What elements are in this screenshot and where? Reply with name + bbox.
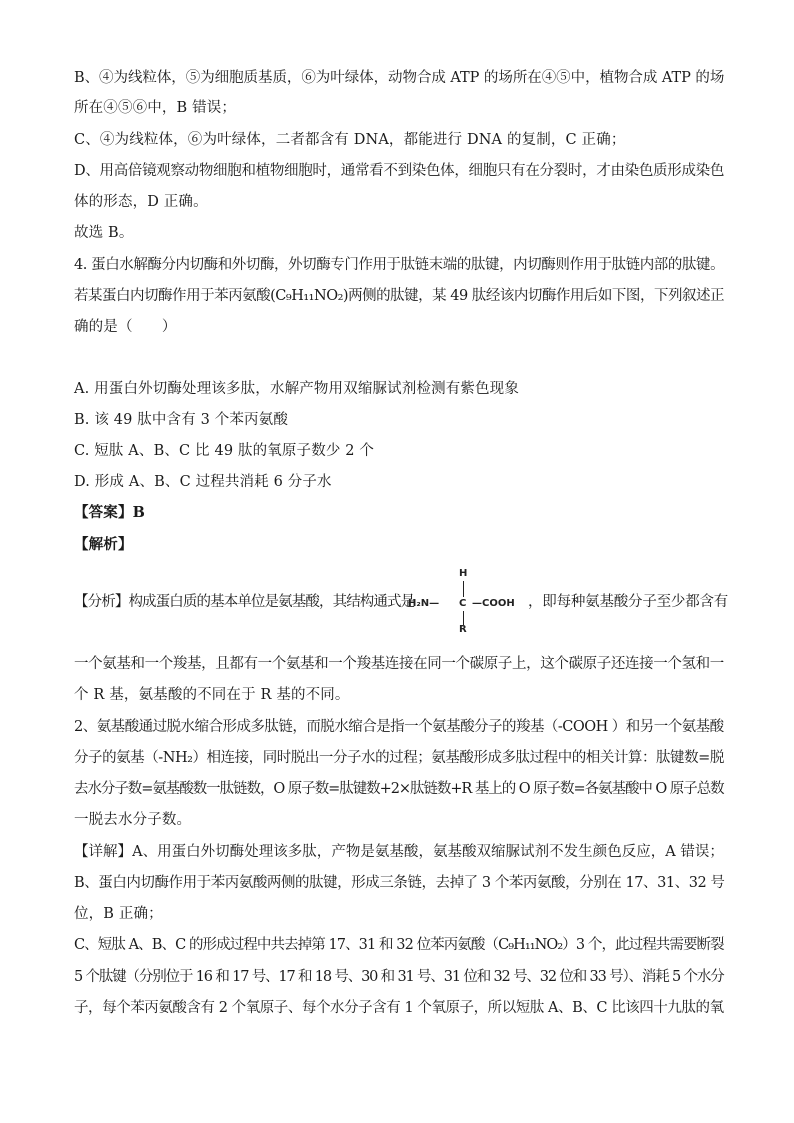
answer-label: 【答案】B: [74, 504, 146, 521]
text-line-option-d-explanation: D、用高倍镜观察动物细胞和植物细胞时，通常看不到染色体，细胞只有在分裂时，才由染色质形成染色: [74, 163, 725, 179]
text-line-answer-choice: 故选 B。: [74, 225, 134, 241]
text-line: 个 R 基，氨基酸的不同在于 R 基的不同。: [74, 687, 350, 703]
text-line: 分子的氨基（-NH₂）相连接，同时脱出一分子水的过程；氨基酸形成多肽过程中的相关计算：肽键数=脱: [74, 750, 724, 766]
text-line: 位，B 正确；: [74, 906, 163, 922]
text-line: 所在④⑤⑥中，B 错误；: [74, 100, 237, 116]
analysis-intro-continued: ，即每种氨基酸分子至少都含有: [528, 594, 729, 610]
question-4-stem: 4. 蛋白水解酶分内切酶和外切酶，外切酶专门作用于肽链末端的肽键，内切酶则作用于肽链内部的肽键。: [74, 257, 725, 273]
formula-bond-bottom: [463, 611, 464, 625]
text-line-option-b-explanation: B、④为线粒体，⑤为细胞质基质，⑥为叶绿体，动物合成 ATP 的场所在④⑤中，植物合成 ATP 的场: [74, 70, 725, 86]
formula-bond-top: [463, 581, 464, 597]
text-line: C、短肽 A、B、C 的形成过程中共去掉第 17、31 和 32 位苯丙氨酸（C₉H₁₁NO₂）3 个，此过程共需要断裂: [74, 937, 724, 953]
question-4-stem: 确的是（ ）: [74, 319, 177, 335]
option-a: A. 用蛋白外切酶处理该多肽，水解产物用双缩脲试剂检测有紫色现象: [74, 381, 519, 397]
amino-acid-structural-formula: [408, 568, 524, 634]
text-line: 5 个肽键（分别位于 16 和 17 号、17 和 18 号、30 和 31 号、31 位和 32 号、32 位和 33 号）、消耗 5 个水分: [74, 969, 724, 985]
formula-top-h: H: [459, 568, 468, 579]
text-line: 一脱去水分子数。: [74, 812, 192, 828]
text-line-option-c-explanation: C、④为线粒体，⑥为叶绿体，二者都含有 DNA，都能进行 DNA 的复制，C 正确；: [74, 132, 626, 148]
text-line: 去水分子数=氨基酸数一肽链数，O 原子数=肽键数+2×肽链数+R 基上的 O 原子数=各氨基酸中 O 原子总数: [74, 781, 724, 797]
option-c: C. 短肽 A、B、C 比 49 肽的氧原子数少 2 个: [74, 443, 375, 459]
option-b: B. 该 49 肽中含有 3 个苯丙氨酸: [74, 412, 288, 428]
text-line: 子，每个苯丙氨酸含有 2 个氧原子、每个水分子含有 1 个氧原子，所以短肽 A、B、C 比该四十九肽的氧: [74, 1000, 724, 1016]
analysis-label: 【解析】: [74, 536, 133, 553]
detail-explanation: 【详解】A、用蛋白外切酶处理该多肽，产物是氨基酸，氨基酸双缩脲试剂不发生颜色反应，A 错误；: [74, 844, 724, 860]
formula-bottom-r: R: [459, 624, 467, 635]
formula-right-group: —COOH: [472, 598, 515, 609]
formula-left-group: H₂N—: [408, 598, 440, 609]
analysis-intro: 【分析】构成蛋白质的基本单位是氨基酸，其结构通式是: [74, 594, 415, 610]
formula-center-c: C: [459, 598, 467, 609]
text-line: 体的形态，D 正确。: [74, 194, 208, 210]
option-d: D. 形成 A、B、C 过程共消耗 6 分子水: [74, 474, 332, 490]
text-line: B、蛋白内切酶作用于苯丙氨酸两侧的肽键，形成三条链，去掉了 3 个苯丙氨酸，分别在 17、31、32 号: [74, 875, 725, 891]
text-line: 2、氨基酸通过脱水缩合形成多肽链，而脱水缩合是指一个氨基酸分子的羧基（-COOH ）和另一个氨基酸: [74, 719, 724, 735]
question-4-stem: 若某蛋白内切酶作用于苯丙氨酸(C₉H₁₁NO₂)两侧的肽键，某 49 肽经该内切酶作用后如下图，下列叙述正: [74, 288, 724, 304]
text-line: 一个氨基和一个羧基，且都有一个氨基和一个羧基连接在同一个碳原子上，这个碳原子还连接一个氢和一: [74, 656, 724, 672]
